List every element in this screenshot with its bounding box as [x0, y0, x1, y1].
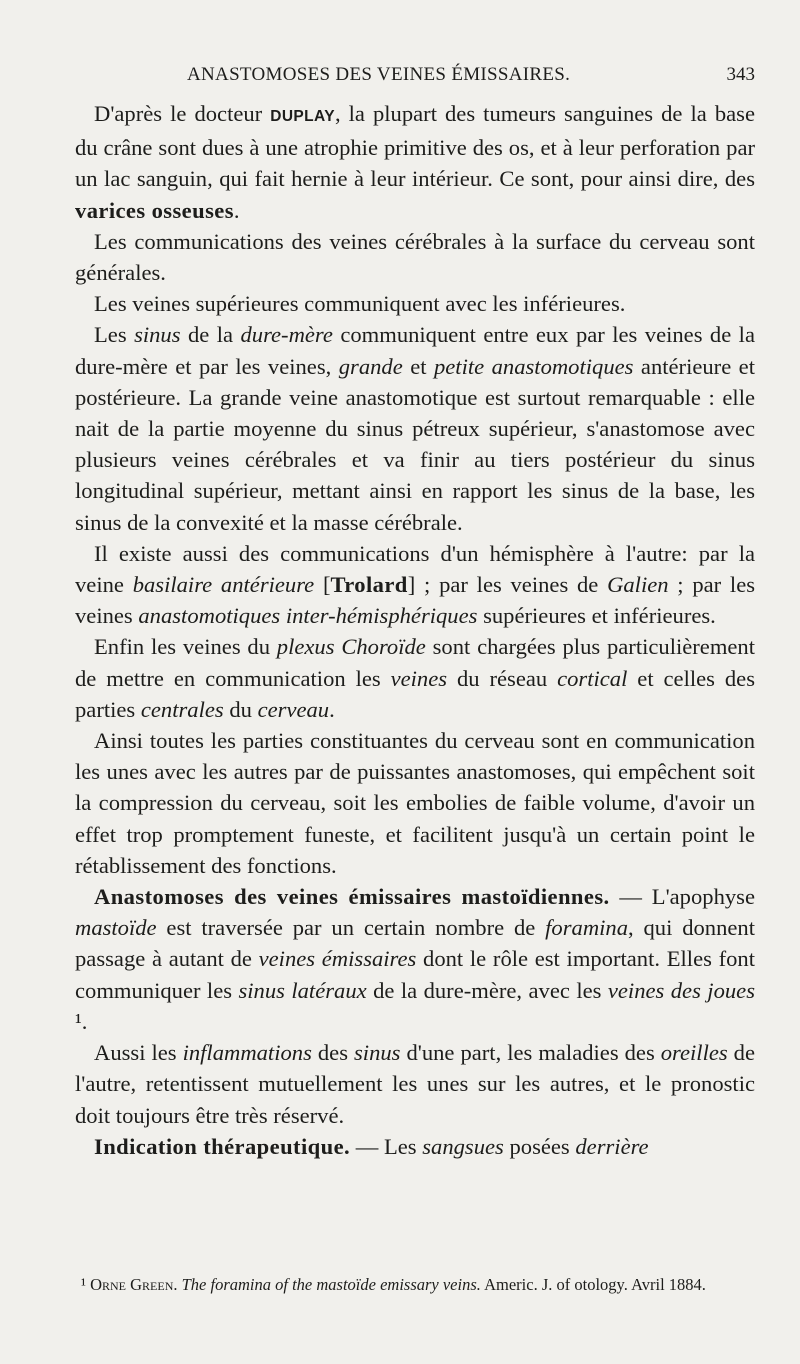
paragraph	[75, 538, 755, 632]
italic-term: veines des joues	[607, 977, 755, 1003]
italic-term: cortical	[557, 665, 628, 691]
text-run: de la	[180, 322, 241, 348]
paragraph	[75, 1037, 755, 1131]
bold-term: varices osseuses	[75, 197, 234, 223]
text-run: d'une part, les maladies des	[400, 1040, 661, 1066]
bold-term: Anastomoses des veines émissaires mastoïdiennes.	[94, 884, 610, 910]
italic-term: cerveau	[257, 696, 330, 722]
paragraph	[75, 631, 755, 725]
italic-term: inflammations	[182, 1040, 312, 1066]
italic-term: sinus	[354, 1040, 401, 1066]
italic-term: anastomotiques inter-hémisphériques	[138, 603, 478, 629]
text-run: du	[223, 696, 258, 722]
italic-term: sinus	[134, 322, 181, 348]
text-run: sont chargées plus particulièrement de mettre en communication les	[75, 634, 756, 691]
text-run: ; par les veines	[75, 572, 756, 629]
footnote-1	[75, 1274, 755, 1296]
italic-term: oreilles	[660, 1040, 728, 1066]
paragraph	[75, 881, 755, 1037]
body-text	[75, 98, 755, 1162]
italic-term: veines	[390, 665, 448, 691]
text-run: des	[311, 1040, 354, 1066]
italic-term: centrales	[140, 696, 224, 722]
text-run: de la dure-mère, avec les	[366, 977, 608, 1003]
paragraph	[75, 1131, 755, 1162]
page-number: 343	[726, 64, 755, 85]
italic-term: sangsues	[422, 1133, 504, 1159]
italic-term: basilaire antérieure	[132, 572, 315, 598]
text-run: et celles des parties	[75, 665, 755, 722]
text-run: Il existe aussi des communications d'un hémisphère à l'autre: par la veine	[75, 540, 755, 598]
footnote-marker: ¹	[81, 1275, 86, 1294]
text-run: et	[402, 353, 434, 379]
page-header	[75, 62, 763, 102]
text-run: communiquent entre eux par les veines de la dure-mère et par les veines,	[75, 322, 755, 379]
bold-term: Indication thérapeutique.	[94, 1133, 351, 1159]
text-run: ] ; par les veines de	[407, 572, 608, 598]
italic-term: derrière	[575, 1133, 649, 1159]
text-run: antérieure et postérieure. La grande veine anastomotique est surtout remarquable : elle nait de la partie moyenne du sinus pétreux supérieur, s'anastomose avec plusieurs veines cérébrales et va finir au tiers postérieur du sinus longitudinal supérieur, mettant ainsi en rapport les sinus de la base, les sinus de la convexité et la masse cérébrale.	[75, 353, 755, 535]
text-run: , la plupart des tumeurs sanguines de la base du crâne sont dues à une atrophie primitive des os, et à leur perforation par un lac sanguin, qui fait hernie à leur intérieur. Ce sont, pour ainsi dire, des	[75, 101, 755, 192]
text-run: Les	[94, 322, 135, 348]
text-run: — L'apophyse	[609, 884, 755, 910]
italic-term: foramina	[545, 915, 629, 941]
paragraph	[75, 98, 755, 226]
italic-term: dure-mère	[240, 322, 333, 348]
paragraph	[75, 319, 755, 537]
text-run: ¹.	[75, 1008, 88, 1034]
italic-term: veines émissaires	[258, 946, 417, 972]
italic-term: grande	[338, 353, 403, 379]
text-run: Aussi les	[94, 1040, 183, 1066]
running-title: ANASTOMOSES DES VEINES ÉMISSAIRES.	[187, 64, 571, 85]
text-run: de l'autre, retentissent mutuellement les unes sur les autres, et le pronostic doit toujours être très réservé.	[75, 1040, 755, 1128]
italic-term: sinus latéraux	[238, 977, 367, 1003]
text-run: D'après le docteur	[94, 101, 271, 126]
italic-term: petite anastomotiques	[433, 353, 634, 379]
text-run: est traversée par un certain nombre de	[156, 915, 546, 941]
italic-term: Galien	[607, 572, 669, 598]
footnote-author: Orne Green.	[90, 1275, 178, 1294]
text-run: [	[314, 572, 331, 598]
text-run: du réseau	[447, 665, 558, 691]
italic-term: plexus Choroïde	[276, 634, 426, 660]
footnote-title: The foramina of the mastoïde emissary veins.	[181, 1275, 481, 1294]
text-run: Enfin les veines du	[94, 634, 277, 660]
text-run: dont le rôle est important. Elles font communiquer les	[75, 946, 756, 1003]
paragraph	[75, 725, 755, 881]
footnotes	[75, 1274, 755, 1296]
footnote-reference: Americ. J. of otology. Avril 1884.	[484, 1275, 706, 1294]
author-name: DUPLAY	[270, 108, 335, 125]
text-run: supérieures et inférieures.	[477, 603, 716, 629]
italic-term: mastoïde	[75, 915, 157, 941]
text-run: Les communications des veines cérébrales à la surface du cerveau sont générales.	[75, 228, 755, 286]
text-run: Les veines supérieures communiquent avec les inférieures.	[94, 291, 626, 317]
text-run: , qui donnent passage à autant de	[75, 915, 755, 972]
text-run: Ainsi toutes les parties constituantes du cerveau sont en communication les unes avec les autres par de puissantes anastomoses, qui empêchent soit la compression du cerveau, soit les embolies de faible volume, d'avoir un effet trop promptement funeste, et facilitent jusqu'à un certain point le rétablissement des fonctions.	[75, 728, 755, 878]
bold-term: Trolard	[330, 572, 408, 598]
paragraph	[75, 288, 755, 319]
paragraph	[75, 226, 755, 288]
text-run: posées	[503, 1133, 576, 1159]
text-run: — Les	[350, 1133, 423, 1159]
text-run: .	[233, 197, 240, 223]
text-run: .	[329, 696, 335, 722]
